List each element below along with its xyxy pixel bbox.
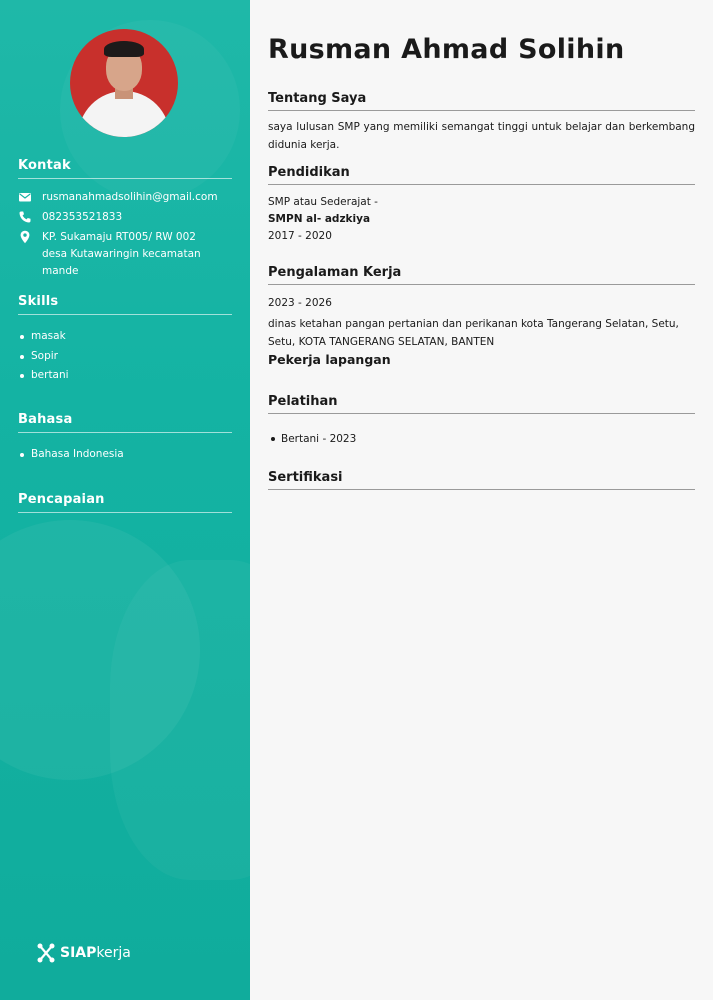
email-icon <box>18 190 32 204</box>
experience-organization: dinas ketahan pangan pertanian dan perikanan kota Tangerang Selatan, Setu, Setu, KOTA TANGERANG SELATAN, BANTEN <box>268 318 679 348</box>
email-text[interactable]: rusmanahmadsolihin@gmail.com <box>42 191 218 203</box>
address-row <box>18 229 232 280</box>
email-row <box>18 189 232 206</box>
sidebar <box>0 0 250 1000</box>
list-item: masak <box>18 327 232 347</box>
phone-row <box>18 209 232 226</box>
skills-title: Skills <box>18 294 232 315</box>
training-list <box>268 430 356 448</box>
languages-list <box>18 445 232 465</box>
profile-photo <box>70 29 178 137</box>
list-item: Sopir <box>18 347 232 367</box>
phone-text[interactable]: 082353521833 <box>42 211 123 223</box>
education-period: 2017 - 2020 <box>268 230 332 242</box>
logo-text-light: kerja <box>96 945 131 961</box>
phone-icon <box>18 210 32 224</box>
location-pin-icon <box>18 230 32 244</box>
decorative-shape <box>110 560 250 880</box>
education-school: SMPN al- adzkiya <box>268 213 371 225</box>
address-text: KP. Sukamaju RT005/ RW 002 desa Kutawaringin kecamatan mande <box>42 231 201 277</box>
languages-section <box>18 412 232 465</box>
skills-section <box>18 294 232 386</box>
achievements-section <box>18 492 232 513</box>
list-item: Bertani - 2023 <box>268 430 356 448</box>
certification-title: Sertifikasi <box>268 470 695 490</box>
candidate-name: Rusman Ahmad Solihin <box>268 34 625 65</box>
contact-section <box>18 158 232 280</box>
about-text: saya lulusan SMP yang memiliki semangat tinggi untuk belajar dan berkembang didunia kerja. <box>268 121 695 151</box>
logo-text-bold: SIAP <box>60 945 97 961</box>
skills-list <box>18 327 232 386</box>
experience-title: Pengalaman Kerja <box>268 265 695 285</box>
experience-position: Pekerja lapangan <box>268 352 391 367</box>
education-title: Pendidikan <box>268 165 695 185</box>
siapkerja-logo-icon <box>36 942 56 964</box>
contact-title: Kontak <box>18 158 232 179</box>
list-item: bertani <box>18 366 232 386</box>
education-level: SMP atau Sederajat - <box>268 196 378 208</box>
siapkerja-logo <box>36 942 131 964</box>
about-title: Tentang Saya <box>268 91 695 111</box>
experience-period: 2023 - 2026 <box>268 297 332 309</box>
languages-title: Bahasa <box>18 412 232 433</box>
list-item: Bahasa Indonesia <box>18 445 232 465</box>
achievements-title: Pencapaian <box>18 492 232 513</box>
training-title: Pelatihan <box>268 394 695 414</box>
